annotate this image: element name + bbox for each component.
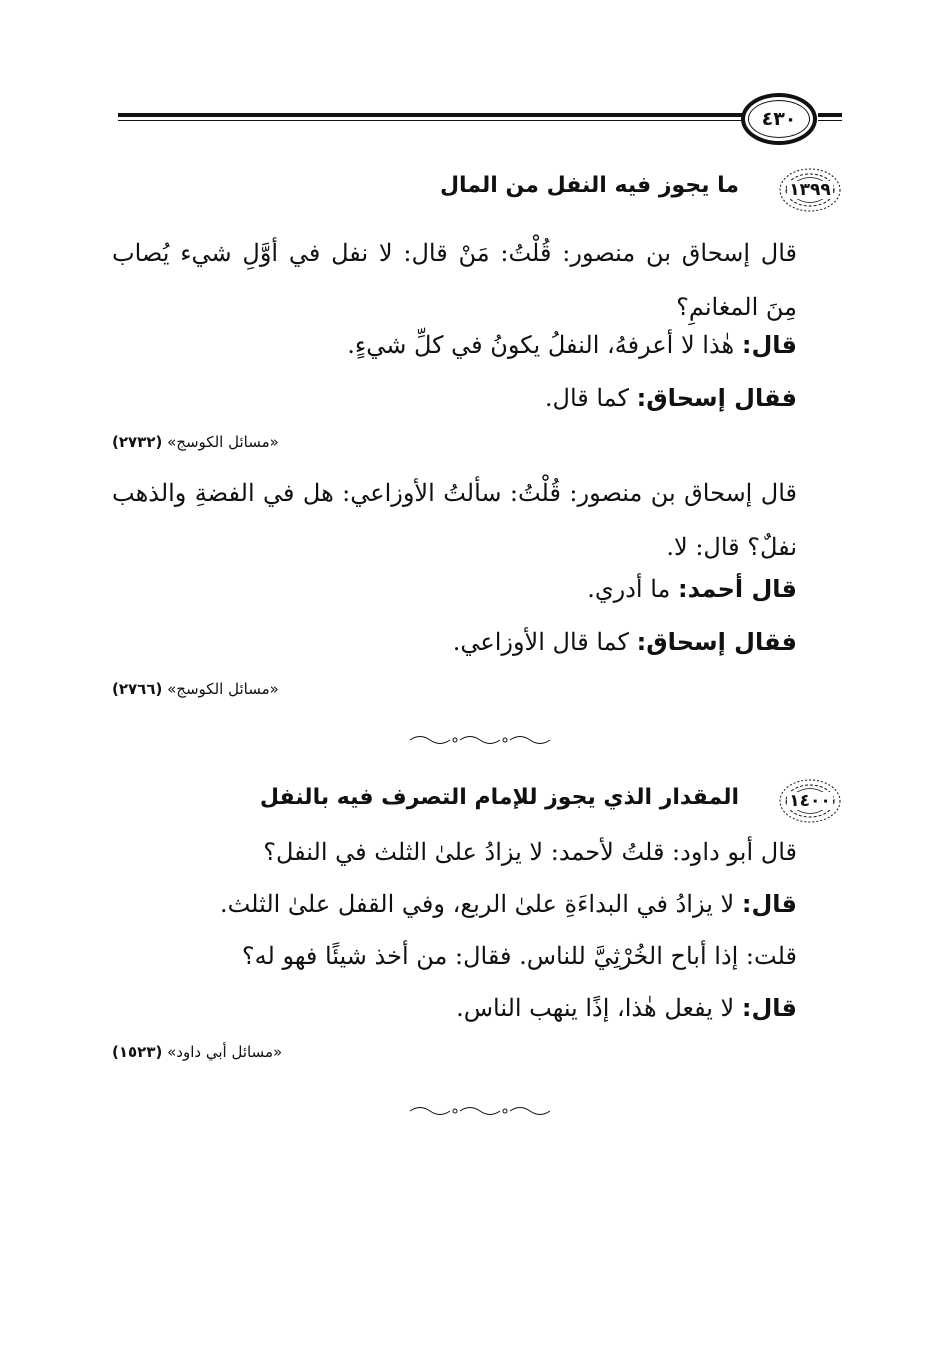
source-number: (٢٧٣٢)	[112, 433, 163, 451]
ornament-divider-icon	[405, 1104, 555, 1118]
text-line	[587, 575, 797, 603]
ornament-divider-icon	[405, 733, 555, 747]
text-line	[220, 890, 797, 918]
speaker-text: لا يفعل هٰذا، إذًا ينهب الناس.	[456, 994, 742, 1022]
section-number: ١٣٩٩	[789, 180, 831, 200]
paragraph: قال إسحاق بن منصور: قُلْتُ: سألتُ الأوزاعي: هل في الفضةِ والذهب نفلٌ؟ قال: لا.	[112, 479, 797, 561]
speaker-text: كما قال الأوزاعي.	[452, 628, 637, 656]
source-title: «مسائل الكوسج»	[167, 680, 279, 698]
section-title: ما يجوز فيه النفل من المال	[439, 173, 739, 198]
speaker-label: فقال إسحاق:	[636, 384, 797, 412]
speaker-text: لا يزادُ في البداءَةِ علىٰ الربع، وفي القفل علىٰ الثلث.	[219, 890, 742, 918]
speaker-label: قال:	[741, 331, 797, 359]
section-number: ١٤٠٠	[789, 791, 831, 811]
section-number-badge-1400	[778, 778, 842, 824]
source-citation	[112, 1043, 282, 1061]
text-line	[347, 331, 797, 359]
header-rule-thin	[118, 120, 743, 121]
page-number: ٤٣٠	[761, 108, 797, 130]
source-citation	[112, 680, 279, 698]
section-number-badge-1399	[778, 167, 842, 213]
speaker-label: قال:	[741, 994, 797, 1022]
source-number: (١٥٢٣)	[112, 1043, 163, 1061]
speaker-text: قلت: إذا أباح الخُرْثِيَّ للناس. فقال: من أخذ شيئًا فهو له؟	[241, 942, 797, 970]
speaker-label: قال:	[741, 890, 797, 918]
header-rule-thick-right	[818, 113, 842, 117]
speaker-text: كما قال.	[544, 384, 637, 412]
text-line	[545, 384, 797, 412]
paragraph: قال إسحاق بن منصور: قُلْتُ: مَنْ قال: لا نفل في أوَّلِ شيء يُصاب مِنَ المغانمِ؟	[112, 239, 797, 321]
speaker-text: هٰذا لا أعرفهُ، النفلُ يكونُ في كلِّ شيءٍ.	[347, 331, 742, 359]
source-title: «مسائل الكوسج»	[167, 433, 279, 451]
text-line	[453, 628, 797, 656]
source-number: (٢٧٦٦)	[112, 680, 163, 698]
text-line	[263, 838, 797, 866]
text-line	[456, 994, 797, 1022]
speaker-label: فقال إسحاق:	[636, 628, 797, 656]
header-rule-thick	[118, 113, 743, 117]
source-citation	[112, 433, 279, 451]
text-line	[242, 942, 797, 970]
section-title: المقدار الذي يجوز للإمام التصرف فيه بالنفل	[259, 785, 739, 810]
header-rule-thin-right	[818, 120, 842, 121]
speaker-text: ما أدري.	[587, 575, 679, 603]
source-title: «مسائل أبي داود»	[167, 1043, 283, 1061]
speaker-label: قال أحمد:	[678, 575, 797, 603]
speaker-text: قال أبو داود: قلتُ لأحمد: لا يزادُ علىٰ الثلث في النفل؟	[263, 838, 797, 866]
page-number-badge	[741, 93, 817, 145]
